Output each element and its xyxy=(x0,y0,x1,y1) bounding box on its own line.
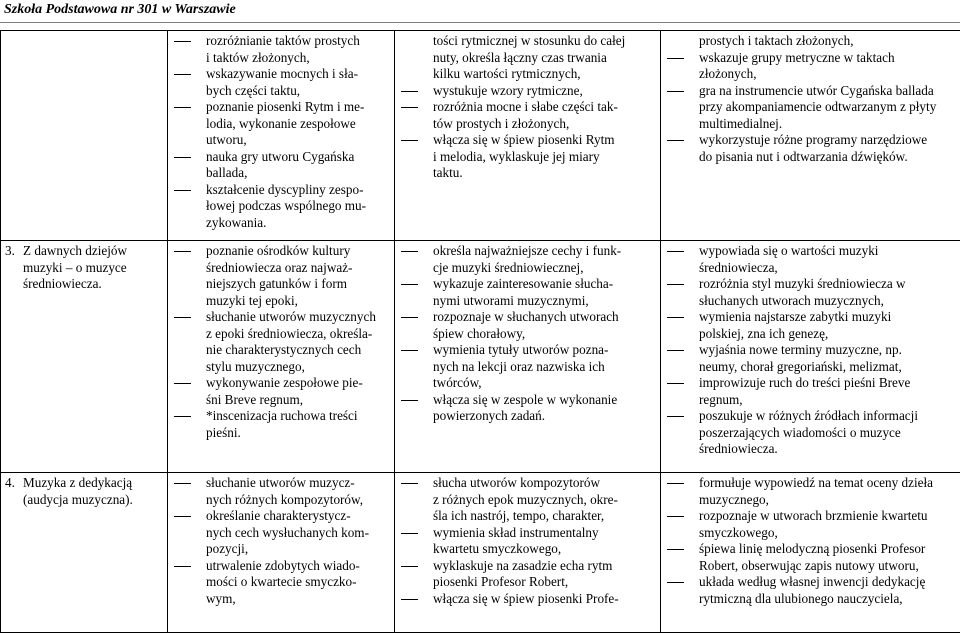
list-item: śpiewa linię melodyczną piosenki Profesor xyxy=(665,541,956,558)
list-item: muzyki tej epoki, xyxy=(172,293,390,310)
lesson-title: Muzyka z dedykacją (audycja muzyczna). xyxy=(23,475,163,508)
list-item: muzycznego, xyxy=(665,492,956,509)
header-rule xyxy=(0,22,960,23)
list-item: wym, xyxy=(172,591,390,608)
list-item: taktu. xyxy=(399,165,656,182)
list-item: powierzonych zadań. xyxy=(399,408,656,425)
list-item: smyczkowego, xyxy=(665,525,956,542)
document-header: Szkoła Podstawowa nr 301 w Warszawie xyxy=(4,2,236,18)
list-item: multimedialnej. xyxy=(665,116,956,133)
list-item: kwartetu smyczkowego, xyxy=(399,541,656,558)
list-item: nauka gry utworu Cygańska xyxy=(172,149,390,166)
list-item: włącza się w zespole w wykonanie xyxy=(399,392,656,409)
list-item: Robert, obserwując zapis nutowy utworu, xyxy=(665,558,956,575)
list-item: kształcenie dyscypliny zespo- xyxy=(172,182,390,199)
lesson-cell xyxy=(1,31,168,241)
list-item: mości o kwartecie smyczko- xyxy=(172,574,390,591)
list-item: wymienia najstarsze zabytki muzyki xyxy=(665,309,956,326)
list-item: poszerzających wiadomości o muzyce xyxy=(665,425,956,442)
lesson-cell xyxy=(1,241,168,473)
list-item: cje muzyki średniowiecznej, xyxy=(399,260,656,277)
extended-requirements-cell xyxy=(661,241,960,473)
list-item: słuchanie utworów muzycz- xyxy=(172,475,390,492)
list-item: piosenki Profesor Robert, xyxy=(399,574,656,591)
list-item: śni Breve regnum, xyxy=(172,392,390,409)
table-row xyxy=(1,241,960,473)
list-item: lodia, wykonanie zespołowe xyxy=(172,116,390,133)
list-item: średniowiecza. xyxy=(665,441,956,458)
list-item: złożonych, xyxy=(665,66,956,83)
lesson-cell xyxy=(1,473,168,633)
curriculum-table xyxy=(0,30,960,633)
list-item: z epoki średniowiecza, określa- xyxy=(172,326,390,343)
list-item: określanie charakterystycz- xyxy=(172,508,390,525)
list-item: niejszych gatunków i form xyxy=(172,276,390,293)
lesson-title: Z dawnych dziejów muzyki – o muzyce średniowiecza. xyxy=(23,243,163,293)
activities-cell xyxy=(168,241,395,473)
list-item: średniowiecza oraz najważ- xyxy=(172,260,390,277)
list-item: wymienia skład instrumentalny xyxy=(399,525,656,542)
list-item: śla ich nastrój, tempo, charakter, xyxy=(399,508,656,525)
list-item: improwizuje ruch do treści pieśni Breve xyxy=(665,375,956,392)
basic-requirements-cell xyxy=(395,31,661,241)
activities-cell xyxy=(168,31,395,241)
list-item: ballada, xyxy=(172,165,390,182)
extended-requirements-cell xyxy=(661,473,960,633)
list-item: układa według własnej inwencji dedykację xyxy=(665,574,956,591)
list-item: wyklaskuje na zasadzie echa rytm xyxy=(399,558,656,575)
list-item: nie charakterystycznych cech xyxy=(172,342,390,359)
list-item: gra na instrumencie utwór Cygańska ballada xyxy=(665,83,956,100)
list-item: określa najważniejsze cechy i funk- xyxy=(399,243,656,260)
list-item: tości rytmicznej w stosunku do całej xyxy=(399,33,656,50)
list-item: wystukuje wzory rytmiczne, xyxy=(399,83,656,100)
list-item: włącza się w śpiew piosenki Profe- xyxy=(399,591,656,608)
list-item: wykonywanie zespołowe pie- xyxy=(172,375,390,392)
list-item: rozróżnia styl muzyki średniowiecza w xyxy=(665,276,956,293)
list-item: słuchanie utworów muzycznych xyxy=(172,309,390,326)
list-item: prostych i taktach złożonych, xyxy=(665,33,956,50)
list-item: pozycji, xyxy=(172,541,390,558)
list-item: łowej podczas wspólnego mu- xyxy=(172,198,390,215)
list-item: nych różnych kompozytorów, xyxy=(172,492,390,509)
list-item: kilku wartości rytmicznych, xyxy=(399,66,656,83)
list-item: słuchanych utworach muzycznych, xyxy=(665,293,956,310)
list-item: śpiew chorałowy, xyxy=(399,326,656,343)
list-item: poszukuje w różnych źródłach informacji xyxy=(665,408,956,425)
extended-requirements-cell xyxy=(661,31,960,241)
list-item: i taktów złożonych, xyxy=(172,50,390,67)
list-item: poznanie piosenki Rytm i me- xyxy=(172,99,390,116)
list-item: z różnych epok muzycznych, okre- xyxy=(399,492,656,509)
basic-requirements-cell xyxy=(395,241,661,473)
list-item: pieśni. xyxy=(172,425,390,442)
list-item: formułuje wypowiedź na temat oceny dzieła xyxy=(665,475,956,492)
list-item: regnum, xyxy=(665,392,956,409)
list-item: neumy, chorał gregoriański, melizmat, xyxy=(665,359,956,376)
list-item: zykowania. xyxy=(172,215,390,232)
list-item: tów prostych i złożonych, xyxy=(399,116,656,133)
list-item: wskazuje grupy metryczne w taktach xyxy=(665,50,956,67)
list-item: rozróżnianie taktów prostych xyxy=(172,33,390,50)
list-item: utworu, xyxy=(172,132,390,149)
list-item: wykorzystuje różne programy narzędziowe xyxy=(665,132,956,149)
list-item: i melodia, wyklaskuje jej miary xyxy=(399,149,656,166)
list-item: stylu muzycznego, xyxy=(172,359,390,376)
list-item: rozpoznaje w utworach brzmienie kwartetu xyxy=(665,508,956,525)
list-item: wykazuje zainteresowanie słucha- xyxy=(399,276,656,293)
list-item: poznanie ośrodków kultury xyxy=(172,243,390,260)
list-item: nych cech wysłuchanych kom- xyxy=(172,525,390,542)
list-item: nych na lekcji oraz nazwiska ich xyxy=(399,359,656,376)
list-item: bych części taktu, xyxy=(172,83,390,100)
list-item: nuty, określa łączny czas trwania xyxy=(399,50,656,67)
list-item: rozpoznaje w słuchanych utworach xyxy=(399,309,656,326)
list-item: wskazywanie mocnych i sła- xyxy=(172,66,390,83)
list-item: wyjaśnia nowe terminy muzyczne, np. xyxy=(665,342,956,359)
list-item: wymienia tytuły utworów pozna- xyxy=(399,342,656,359)
lesson-number: 4. xyxy=(5,475,23,508)
list-item: *inscenizacja ruchowa treści xyxy=(172,408,390,425)
list-item: rytmiczną dla ulubionego nauczyciela, xyxy=(665,591,956,608)
list-item: średniowiecza, xyxy=(665,260,956,277)
list-item: przy akompaniamencie odtwarzanym z płyty xyxy=(665,99,956,116)
list-item: utrwalenie zdobytych wiado- xyxy=(172,558,390,575)
list-item: wypowiada się o wartości muzyki xyxy=(665,243,956,260)
activities-cell xyxy=(168,473,395,633)
lesson-number: 3. xyxy=(5,243,23,293)
table-row xyxy=(1,473,960,633)
list-item: polskiej, zna ich genezę, xyxy=(665,326,956,343)
basic-requirements-cell xyxy=(395,473,661,633)
table-row xyxy=(1,31,960,241)
list-item: słucha utworów kompozytorów xyxy=(399,475,656,492)
list-item: twórców, xyxy=(399,375,656,392)
list-item: rozróżnia mocne i słabe części tak- xyxy=(399,99,656,116)
list-item: włącza się w śpiew piosenki Rytm xyxy=(399,132,656,149)
list-item: nymi utworami muzycznymi, xyxy=(399,293,656,310)
list-item: do pisania nut i odtwarzania dźwięków. xyxy=(665,149,956,166)
